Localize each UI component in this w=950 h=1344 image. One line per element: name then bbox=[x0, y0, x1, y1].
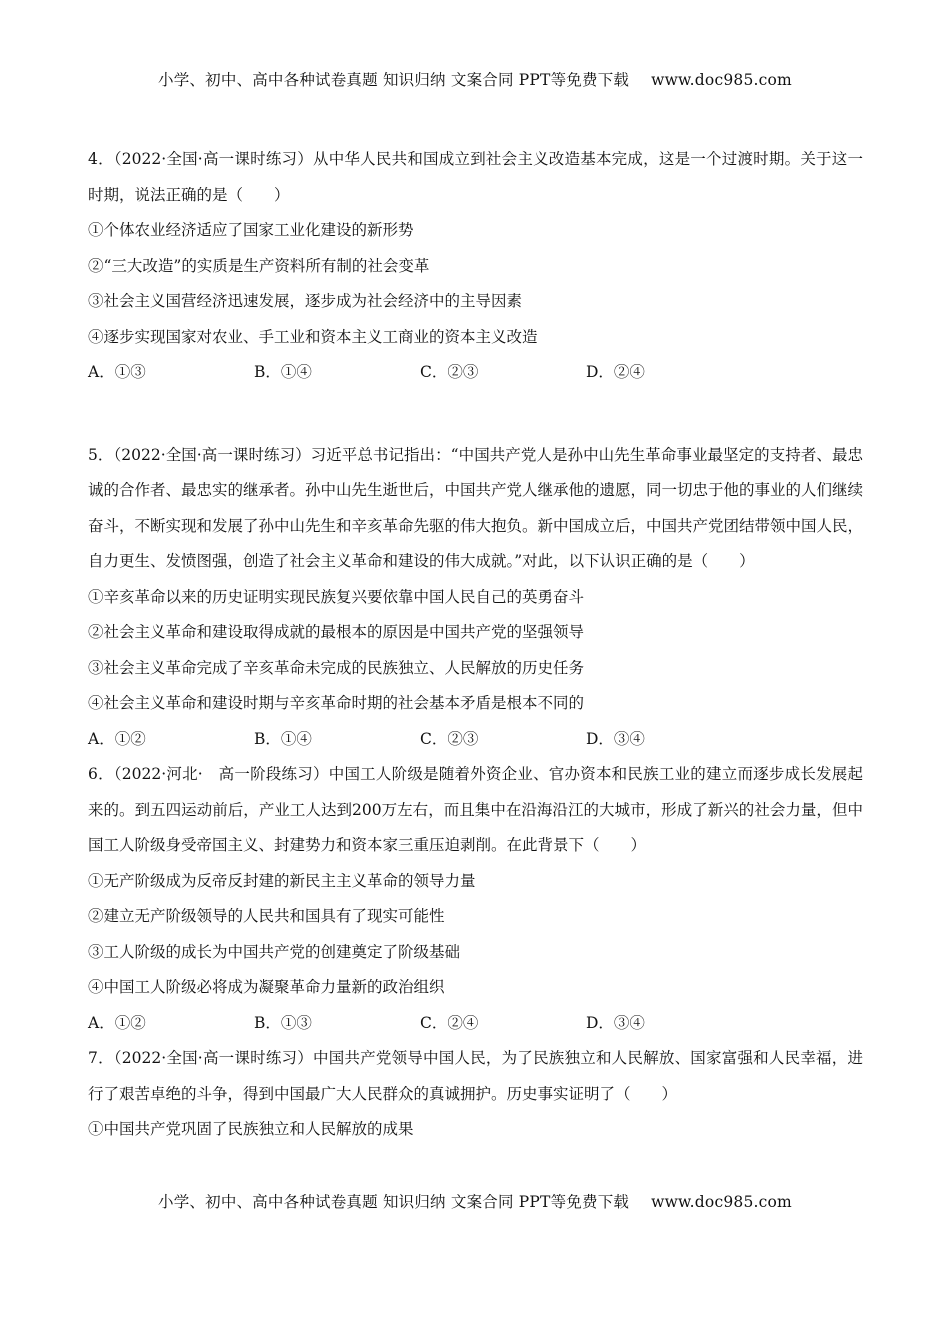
option-b: B．①③ bbox=[254, 1013, 312, 1032]
statement-item: ②“三大改造”的实质是生产资料所有制的社会变革 bbox=[88, 256, 430, 275]
statement-item: ④社会主义革命和建设时期与辛亥革命时期的社会基本矛盾是根本不同的 bbox=[88, 694, 585, 712]
option-c: C．②③ bbox=[420, 363, 479, 381]
header-url: www.doc985.com bbox=[651, 71, 792, 89]
option-a: A．①② bbox=[88, 729, 146, 748]
statement-item: ②社会主义革命和建设取得成就的最根本的原因是中国共产党的坚强领导 bbox=[88, 623, 585, 641]
option-a: A．①② bbox=[88, 1013, 146, 1032]
statement-item: ④中国工人阶级必将成为凝聚革命力量新的政治组织 bbox=[88, 978, 445, 996]
question-5 bbox=[88, 438, 863, 758]
option-b: B．①④ bbox=[254, 729, 312, 748]
question-stem: 7．（2022·全国·高一课时练习）中国共产党领导中国人民，为了民族独立和人民解放、国家富强和人民幸福，进行了艰苦卓绝的斗争，得到中国最广大人民群众的真诚拥护。历史事实证明了（ ） bbox=[88, 1049, 863, 1103]
page-footer bbox=[0, 1190, 950, 1212]
question-stem: 6．（2022·河北· 高一阶段练习）中国工人阶级是随着外资企业、官办资本和民族工业的建立而逐步成长发展起来的。到五四运动前后，产业工人达到200万左右，而且集中在沿海沿江的大城市，形成了新兴的社会力量，但中国工人阶级身受帝国主义、封建势力和资本家三重压迫剥削。在此背景下（ ） bbox=[88, 765, 863, 854]
statement-item: ①中国共产党巩固了民族独立和人民解放的成果 bbox=[88, 1120, 414, 1138]
answer-options bbox=[88, 1006, 863, 1042]
answer-options bbox=[88, 355, 863, 391]
option-b: B．①④ bbox=[254, 363, 312, 381]
option-a: A．①③ bbox=[88, 363, 146, 381]
statement-item: ②建立无产阶级领导的人民共和国具有了现实可能性 bbox=[88, 907, 445, 925]
question-4 bbox=[88, 142, 863, 391]
option-d: D．③④ bbox=[586, 1013, 645, 1032]
option-d: D．③④ bbox=[586, 729, 645, 748]
footer-text: 小学、初中、高中各种试卷真题 知识归纳 文案合同 PPT等免费下载 bbox=[158, 1193, 630, 1211]
header-text: 小学、初中、高中各种试卷真题 知识归纳 文案合同 PPT等免费下载 bbox=[158, 71, 630, 89]
statement-item: ③社会主义革命完成了辛亥革命未完成的民族独立、人民解放的历史任务 bbox=[88, 658, 585, 677]
page-header bbox=[0, 68, 950, 90]
question-6 bbox=[88, 757, 863, 1041]
statement-item: ③工人阶级的成长为中国共产党的创建奠定了阶级基础 bbox=[88, 942, 461, 961]
statement-item: ④逐步实现国家对农业、手工业和资本主义工商业的资本主义改造 bbox=[88, 327, 538, 346]
question-stem: 5．（2022·全国·高一课时练习）习近平总书记指出：“中国共产党人是孙中山先生革命事业最坚定的支持者、最忠诚的合作者、最忠实的继承者。孙中山先生逝世后，中国共产党人继承他的遗愿，同一切忠于他的事业的人们继续奋斗，不断实现和发展了孙中山先生和辛亥革命先驱的伟大抱负。新中国成立后，中国共产党团结带领中国人民，自力更生、发愤图强，创造了社会主义革命和建设的伟大成就。”对此，以下认识正确的是（ ） bbox=[88, 445, 864, 570]
option-d: D．②④ bbox=[586, 363, 645, 381]
question-7 bbox=[88, 1041, 863, 1148]
question-stem: 4．（2022·全国·高一课时练习）从中华人民共和国成立到社会主义改造基本完成，这是一个过渡时期。关于这一时期，说法正确的是（ ） bbox=[88, 150, 863, 204]
statement-item: ①个体农业经济适应了国家工业化建设的新形势 bbox=[88, 221, 414, 239]
document-body bbox=[88, 142, 863, 1148]
statement-item: ①辛亥革命以来的历史证明实现民族复兴要依靠中国人民自己的英勇奋斗 bbox=[88, 587, 585, 606]
option-c: C．②③ bbox=[420, 729, 479, 748]
option-c: C．②④ bbox=[420, 1013, 479, 1032]
statement-item: ①无产阶级成为反帝反封建的新民主主义革命的领导力量 bbox=[88, 871, 476, 890]
statement-item: ③社会主义国营经济迅速发展，逐步成为社会经济中的主导因素 bbox=[88, 292, 523, 310]
answer-options bbox=[88, 722, 863, 758]
footer-url: www.doc985.com bbox=[651, 1193, 792, 1211]
